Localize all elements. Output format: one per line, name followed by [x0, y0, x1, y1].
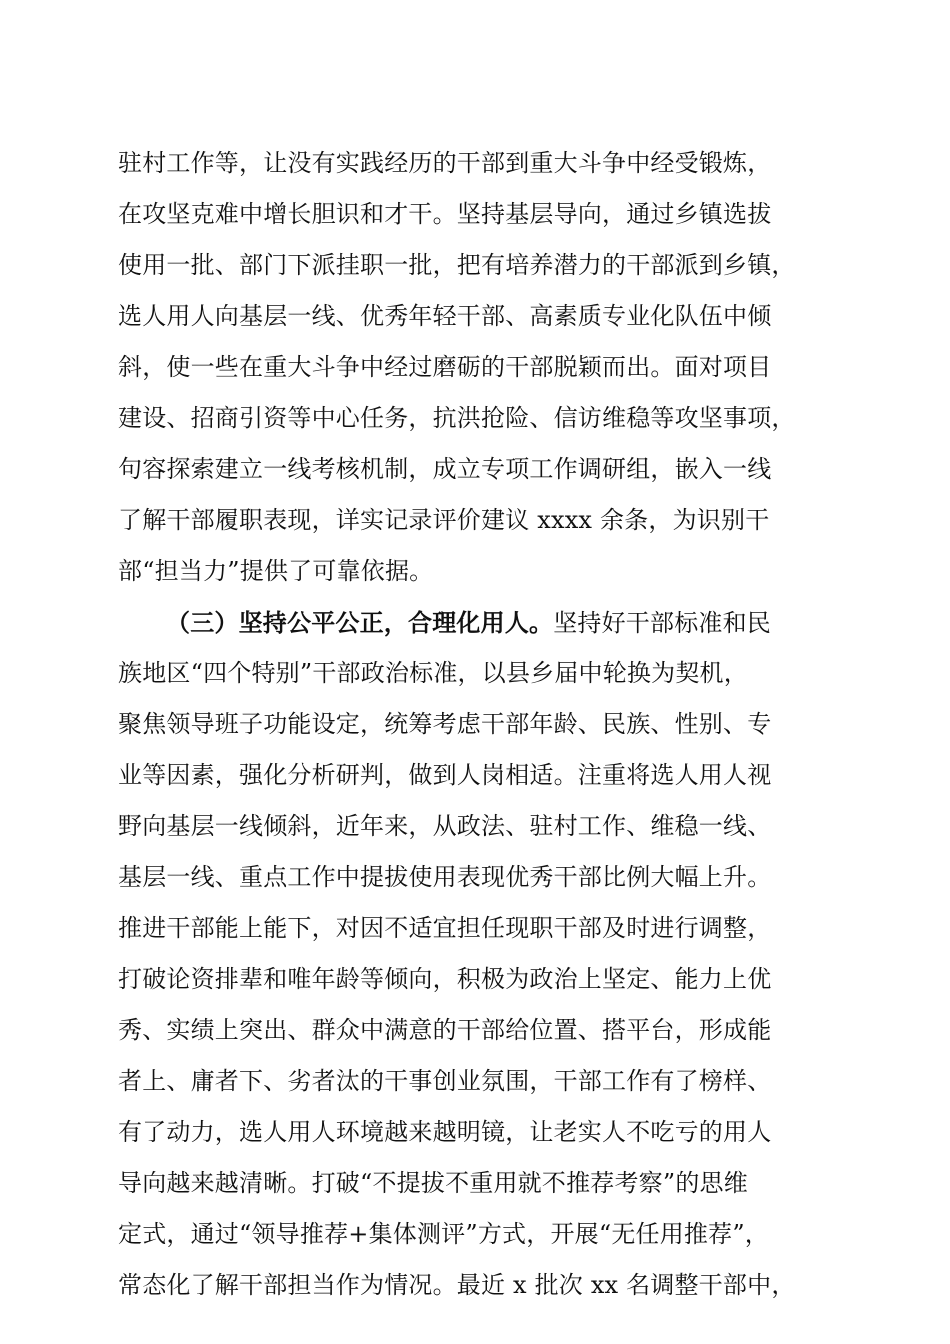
text-line: 使用一批、部门下派挂职一批，把有培养潜力的干部派到乡镇， — [118, 251, 796, 279]
text-line: 基层一线、重点工作中提拔使用表现优秀干部比例大幅上升。 — [118, 863, 772, 891]
text-line: 打破论资排辈和唯年龄等倾向，积极为政治上坚定、能力上优 — [118, 965, 772, 993]
document-body — [118, 138, 830, 1311]
text-line: 秀、实绩上突出、群众中满意的干部给位置、搭平台，形成能 — [118, 1016, 772, 1044]
paragraph-2 — [118, 597, 830, 1311]
text-line: 野向基层一线倾斜，近年来，从政法、驻村工作、维稳一线、 — [118, 812, 772, 840]
text-line: 驻村工作等，让没有实践经历的干部到重大斗争中经受锻炼， — [118, 149, 772, 177]
text-line: 定式，通过“领导推荐+集体测评”方式，开展“无任用推荐”， — [118, 1220, 769, 1248]
text-line: 聚焦领导班子功能设定，统筹考虑干部年龄、民族、性别、专 — [118, 710, 772, 738]
text-line: 部“担当力”提供了可靠依据。 — [118, 557, 434, 585]
text-line: 了解干部履职表现，详实记录评价建议 xxxx 余条，为识别干 — [118, 506, 770, 534]
text-line: 建设、招商引资等中心任务，抗洪抢险、信访维稳等攻坚事项， — [118, 404, 796, 432]
text-line-rest: 坚持好干部标准和民 — [553, 609, 772, 637]
text-line: 句容探索建立一线考核机制，成立专项工作调研组，嵌入一线 — [118, 455, 772, 483]
paragraph-1 — [118, 138, 830, 597]
section-heading: （三）坚持公平公正，合理化用人。 — [166, 608, 554, 637]
text-line: 族地区“四个特别”干部政治标准，以县乡届中轮换为契机， — [118, 659, 748, 687]
text-line: 在攻坚克难中增长胆识和才干。坚持基层导向，通过乡镇选拔 — [118, 200, 772, 228]
text-line: 推进干部能上能下，对因不适宜担任现职干部及时进行调整， — [118, 914, 772, 942]
text-line: 导向越来越清晰。打破“不提拔不重用就不推荐考察”的思维 — [118, 1169, 748, 1197]
text-line: 者上、庸者下、劣者汰的干事创业氛围，干部工作有了榜样、 — [118, 1067, 772, 1095]
text-line: 选人用人向基层一线、优秀年轻干部、高素质专业化队伍中倾 — [118, 302, 772, 330]
text-line: 斜，使一些在重大斗争中经过磨砺的干部脱颖而出。面对项目 — [118, 353, 772, 381]
text-line: 常态化了解干部担当作为情况。最近 x 批次 xx 名调整干部中， — [118, 1271, 796, 1299]
paragraph-2-first-line — [118, 597, 830, 648]
text-line: 有了动力，选人用人环境越来越明镜，让老实人不吃亏的用人 — [118, 1118, 772, 1146]
text-line: 业等因素，强化分析研判，做到人岗相适。注重将选人用人视 — [118, 761, 772, 789]
